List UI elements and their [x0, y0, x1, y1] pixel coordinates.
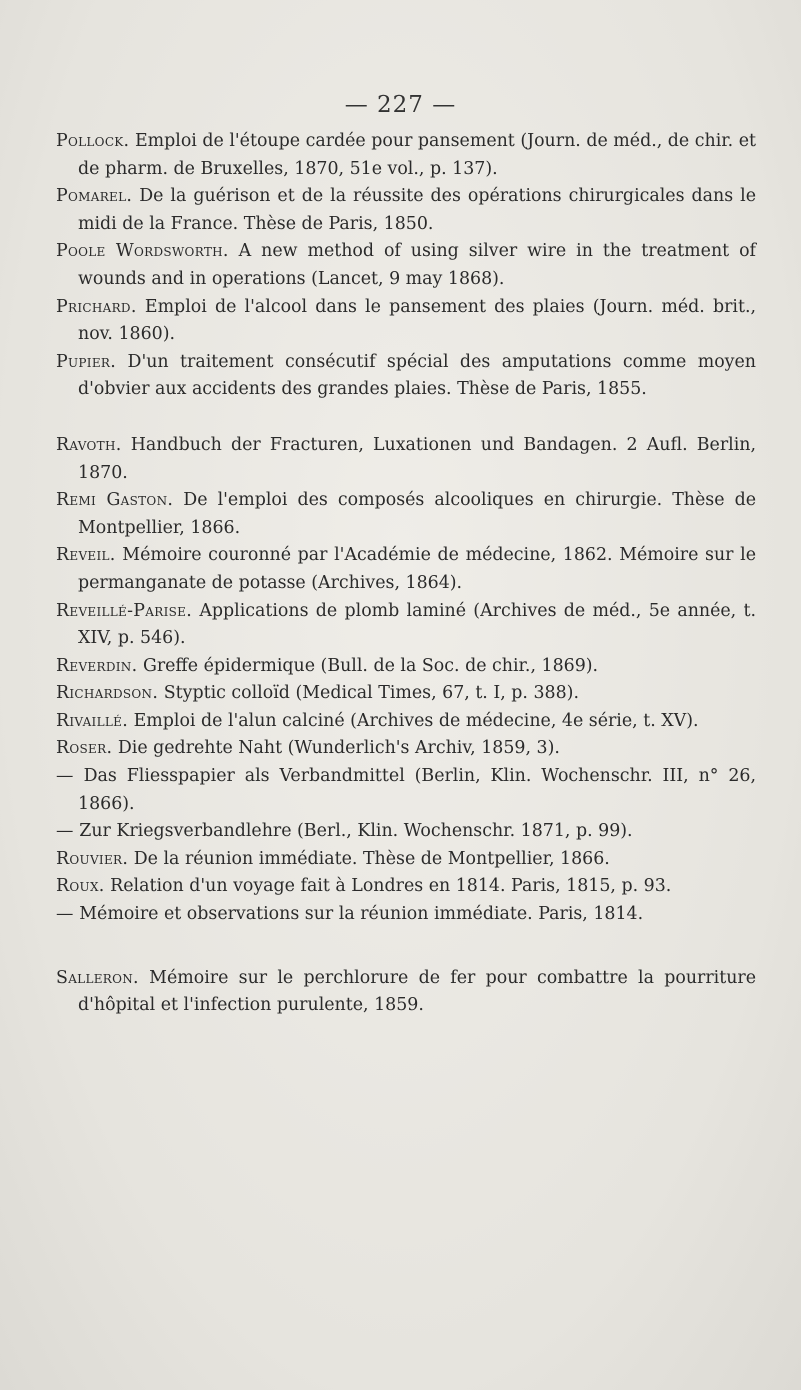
entry-text: Das Fliesspapier als Verbandmittel (Berlin, Klin. Wochenschr. III, n° 26, 1866). — [78, 766, 757, 814]
bibliography-entry-pollock — [56, 128, 756, 183]
entry-text: De la guérison et de la réussite des opérations chirurgicales dans le midi de la France. Thèse de Paris, 1850. — [78, 186, 756, 234]
bibliography-entry-pomarel — [56, 183, 756, 238]
entry-author: Rivaillé. — [56, 710, 129, 731]
bibliography-entry-reveil — [56, 542, 756, 597]
bibliography-entry-roux-2 — [56, 901, 756, 929]
bibliography-entry-rouvier — [56, 846, 756, 874]
entry-author: Pomarel. — [56, 186, 133, 207]
entry-author: Reverdin. — [56, 655, 138, 676]
bibliography-entry-reveille-parise — [56, 598, 756, 653]
bibliography-entry-poole-wordsworth — [56, 238, 756, 293]
entry-text: Zur Kriegsverbandlehre (Berl., Klin. Wochenschr. 1871, p. 99). — [79, 821, 633, 842]
bibliography-entry-roser-3 — [56, 818, 756, 846]
page-number: — 227 — — [344, 92, 457, 118]
bibliography-entry-roser-2 — [56, 763, 756, 818]
entry-text: Mémoire couronné par l'Académie de médecine, 1862. Mémoire sur le permanganate de potasse (Archives, 1864). — [78, 545, 756, 593]
entry-author: Salleron. — [56, 967, 139, 988]
bibliography-entry-salleron — [56, 965, 756, 1020]
entry-author: Poole Wordsworth. — [56, 241, 229, 262]
bibliography-entry-rivaille — [56, 708, 756, 736]
entry-text: Mémoire et observations sur la réunion immédiate. Paris, 1814. — [79, 904, 644, 925]
entry-author: Remi Gaston. — [56, 490, 174, 511]
bibliography-entry-roux — [56, 873, 756, 901]
bibliography-entry-ravoth — [56, 432, 756, 487]
bibliography-entry-richardson — [56, 680, 756, 708]
entry-text: Applications de plomb laminé (Archives de méd., 5e année, t. XIV, p. 546). — [78, 600, 756, 649]
entry-author: — — [56, 821, 74, 842]
entry-text: De la réunion immédiate. Thèse de Montpellier, 1866. — [133, 848, 610, 869]
entry-text: Die gedrehte Naht (Wunderlich's Archiv, 1859, 3). — [117, 738, 560, 759]
entry-author: Ravoth. — [56, 434, 122, 455]
entry-text: A new method of using silver wire in the treatment of wounds and in operations (Lancet, 9 may 1868). — [78, 241, 756, 289]
entry-text: De l'emploi des composés alcooliques en chirurgie. Thèse de Montpellier, 1866. — [78, 490, 756, 538]
entry-author: Rouvier. — [56, 848, 129, 869]
entry-author: — — [56, 904, 74, 925]
entry-text: Emploi de l'alcool dans le pansement des plaies (Journ. méd. brit., nov. 1860). — [78, 296, 757, 345]
entry-text: Emploi de l'étoupe cardée pour pansement (Journ. de méd., de chir. et de pharm. de Bruxelles, 1870, 51e vol., p. 137). — [78, 131, 756, 179]
bibliography-entry-remi-gaston — [56, 487, 756, 542]
entry-text: Mémoire sur le perchlorure de fer pour combattre la pourriture d'hôpital et l'infection purulente, 1859. — [78, 967, 757, 1016]
entry-author: Prichard. — [56, 296, 137, 317]
bibliography-entry-reverdin — [56, 653, 756, 681]
entry-author: Reveil. — [56, 545, 116, 566]
entry-author: Roux. — [56, 876, 105, 897]
entry-text: Handbuch der Fracturen, Luxationen und Bandagen. 2 Aufl. Berlin, 1870. — [78, 434, 756, 483]
bibliography-entry-prichard — [56, 294, 756, 349]
entry-author: Pupier. — [56, 351, 117, 372]
entry-author: Reveillé-Parise. — [56, 600, 193, 621]
entry-text: Greffe épidermique (Bull. de la Soc. de chir., 1869). — [142, 655, 599, 676]
entry-text: Styptic colloïd (Medical Times, 67, t. I, p. 388). — [163, 683, 579, 704]
entry-text: D'un traitement consécutif spécial des amputations comme moyen d'obvier aux accidents des grandes plaies. Thèse de Paris, 1855. — [78, 351, 757, 400]
bibliography-entry-pupier — [56, 349, 756, 404]
entry-author: Roser. — [56, 738, 113, 759]
entry-author: — — [56, 766, 74, 787]
section-gap — [56, 929, 756, 965]
entry-author: Pollock. — [56, 131, 130, 151]
bibliography-entry-roser — [56, 735, 756, 763]
bibliography-list — [56, 128, 756, 1020]
entry-author: Richardson. — [56, 683, 159, 704]
entry-text: Relation d'un voyage fait à Londres en 1814. Paris, 1815, p. 93. — [110, 876, 672, 897]
entry-text: Emploi de l'alun calciné (Archives de médecine, 4e série, t. XV). — [133, 710, 699, 731]
section-gap — [56, 404, 756, 432]
